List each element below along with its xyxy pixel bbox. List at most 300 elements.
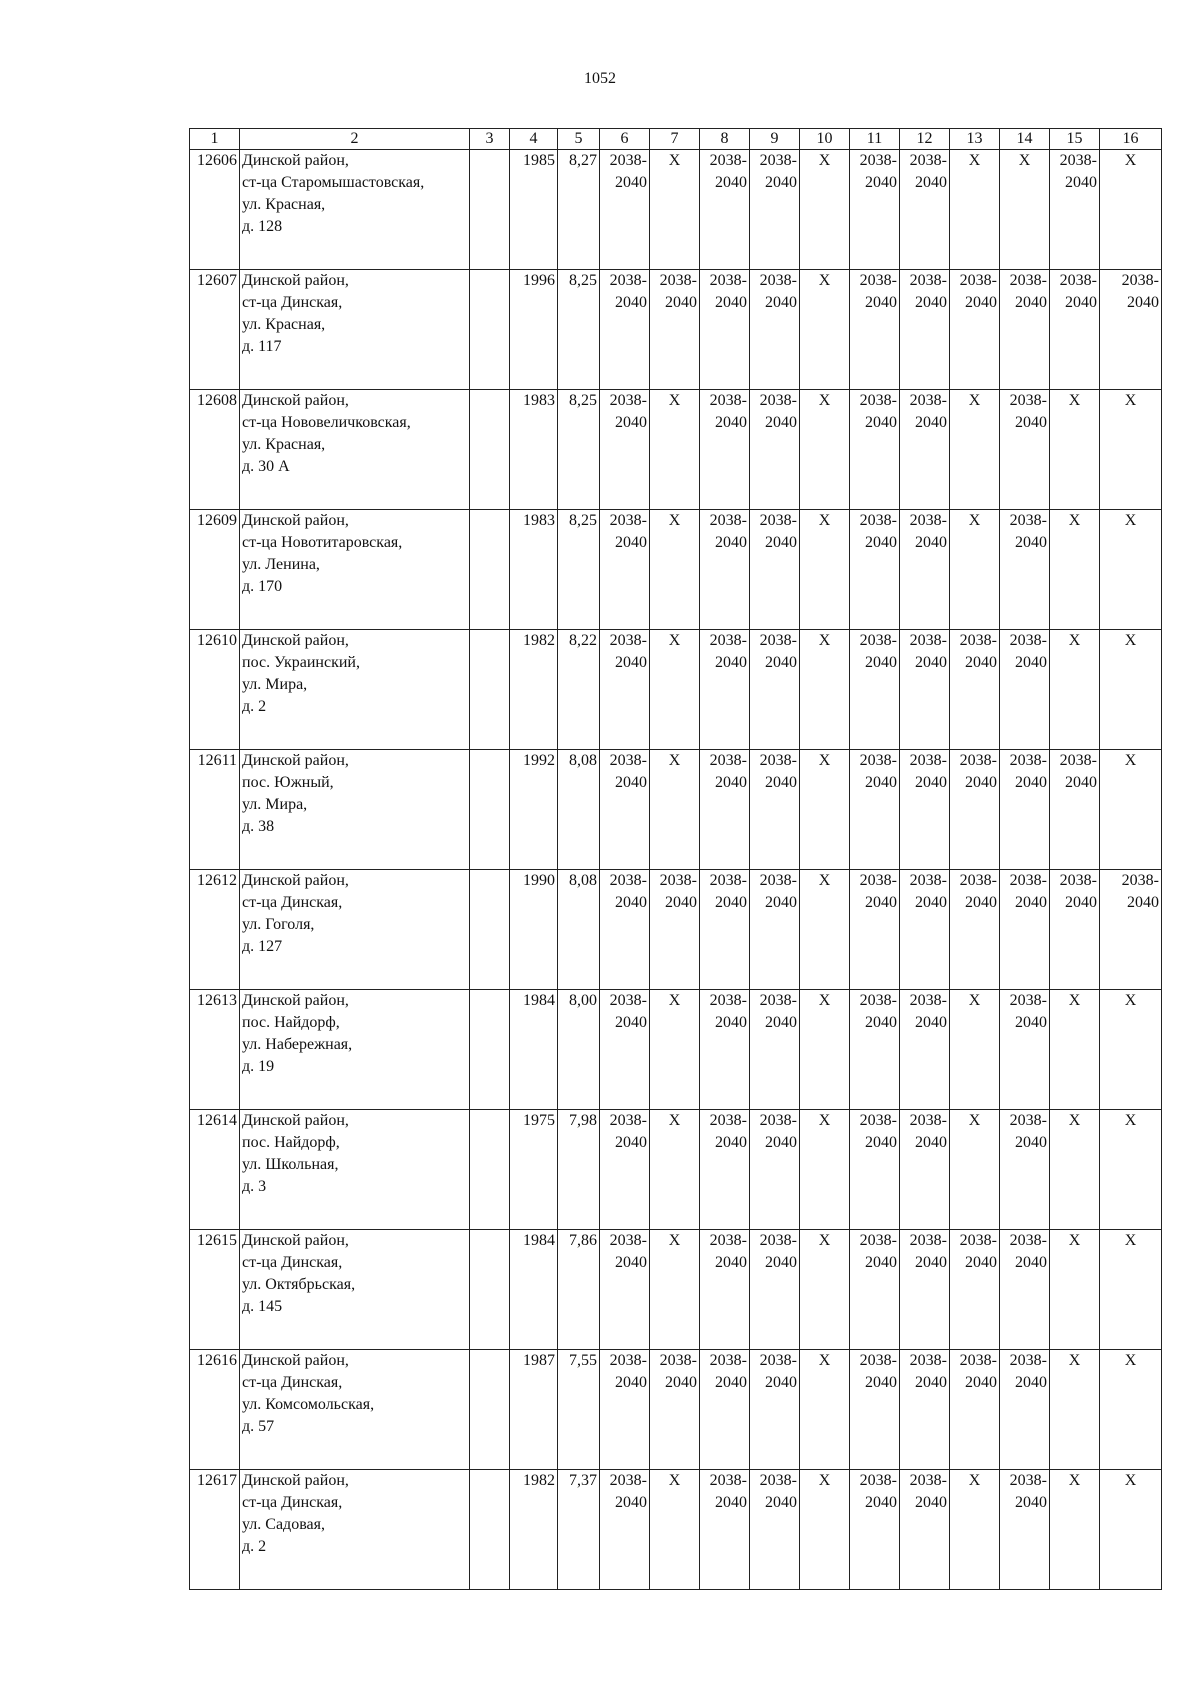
period-cell [1000,1110,1050,1230]
period-cell [950,870,1000,990]
value-cell: 8,25 [558,270,600,390]
period-start: 2038- [759,1352,797,1369]
year-cell: 1984 [510,990,558,1110]
period-cell [900,750,950,870]
period-end: 2040 [865,774,897,791]
column-header: 2 [240,129,470,150]
address-line: д. 30 А [242,458,290,475]
period-start: 2038- [759,872,797,889]
period-start: 2038- [609,1112,647,1129]
period-start: 2038- [709,272,747,289]
address-line: ул. Школьная, [242,1156,339,1173]
address-line: ст-ца Динская, [242,1374,343,1391]
period-end: 2040 [1127,894,1159,911]
period-start: 2038- [609,1352,647,1369]
address-line: ул. Октябрьская, [242,1276,356,1293]
period-end: 2040 [965,894,997,911]
period-end: 2040 [765,174,797,191]
period-start: 2038- [759,992,797,1009]
period-end: 2040 [1015,1494,1047,1511]
column-3-cell [470,270,510,390]
value-cell: 7,98 [558,1110,600,1230]
address-line: Динской район, [242,512,349,529]
address-cell [240,270,470,390]
x-mark-cell: X [800,1110,850,1230]
period-start: 2038- [1121,272,1159,289]
period-cell [600,390,650,510]
period-end: 2040 [1127,294,1159,311]
period-end: 2040 [715,534,747,551]
period-start: 2038- [859,992,897,1009]
period-end: 2040 [1015,534,1047,551]
x-mark-cell: X [800,390,850,510]
period-start: 2038- [909,1352,947,1369]
address-line: ст-ца Новотитаровская, [242,534,403,551]
period-end: 2040 [865,1374,897,1391]
value-cell: 8,25 [558,510,600,630]
address-cell [240,1350,470,1470]
address-line: Динской район, [242,752,349,769]
address-line: д. 127 [242,938,283,955]
period-end: 2040 [765,1494,797,1511]
period-start: 2038- [959,272,997,289]
period-cell [1000,750,1050,870]
year-cell: 1985 [510,150,558,270]
period-cell [750,1230,800,1350]
period-cell [850,750,900,870]
period-end: 2040 [1065,774,1097,791]
period-end: 2040 [715,294,747,311]
column-header: 11 [850,129,900,150]
column-header: 1 [190,129,240,150]
period-start: 2038- [759,632,797,649]
period-end: 2040 [715,894,747,911]
period-end: 2040 [915,294,947,311]
period-cell [850,990,900,1110]
address-line: Динской район, [242,1112,349,1129]
page-number: 1052 [584,70,616,87]
period-start: 2038- [1009,1112,1047,1129]
period-start: 2038- [859,1112,897,1129]
address-line: д. 2 [242,698,267,715]
period-end: 2040 [1015,654,1047,671]
table-row [190,1230,1162,1350]
period-end: 2040 [915,1254,947,1271]
period-end: 2040 [765,414,797,431]
period-start: 2038- [959,1232,997,1249]
period-cell [700,510,750,630]
x-mark-cell: X [1100,150,1162,270]
period-end: 2040 [765,294,797,311]
x-mark-cell: X [1050,990,1100,1110]
row-number: 12616 [190,1350,240,1470]
period-end: 2040 [715,1494,747,1511]
period-end: 2040 [865,1494,897,1511]
period-end: 2040 [915,1134,947,1151]
address-line: Динской район, [242,1232,349,1249]
x-mark-cell: X [800,990,850,1110]
x-mark-cell: X [650,150,700,270]
value-cell: 7,55 [558,1350,600,1470]
period-cell [1050,150,1100,270]
period-start: 2038- [609,152,647,169]
period-start: 2038- [609,872,647,889]
table-row [190,510,1162,630]
column-3-cell [470,1470,510,1590]
period-start: 2038- [659,272,697,289]
period-end: 2040 [1015,1134,1047,1151]
address-cell [240,150,470,270]
period-cell [1050,870,1100,990]
period-end: 2040 [1015,294,1047,311]
period-end: 2040 [665,294,697,311]
period-cell [600,150,650,270]
period-cell [1050,750,1100,870]
column-header: 10 [800,129,850,150]
x-mark-cell: X [800,870,850,990]
period-start: 2038- [1009,512,1047,529]
row-number: 12617 [190,1470,240,1590]
x-mark-cell: X [800,150,850,270]
period-cell [600,1110,650,1230]
period-end: 2040 [765,1134,797,1151]
period-start: 2038- [959,872,997,889]
x-mark-cell: X [950,1470,1000,1590]
period-start: 2038- [909,992,947,1009]
period-end: 2040 [715,774,747,791]
period-start: 2038- [909,872,947,889]
period-start: 2038- [609,1232,647,1249]
year-cell: 1992 [510,750,558,870]
year-cell: 1987 [510,1350,558,1470]
period-cell [750,390,800,510]
period-start: 2038- [909,272,947,289]
period-start: 2038- [609,752,647,769]
x-mark-cell: X [1050,1110,1100,1230]
period-cell [1000,270,1050,390]
period-end: 2040 [915,534,947,551]
period-end: 2040 [765,1014,797,1031]
row-number: 12611 [190,750,240,870]
row-number: 12613 [190,990,240,1110]
period-cell [950,1350,1000,1470]
address-line: д. 170 [242,578,283,595]
period-start: 2038- [709,512,747,529]
column-header: 7 [650,129,700,150]
period-cell [1100,270,1162,390]
period-start: 2038- [1059,752,1097,769]
address-line: д. 145 [242,1298,283,1315]
x-mark-cell: X [800,630,850,750]
period-end: 2040 [965,294,997,311]
period-start: 2038- [609,512,647,529]
period-cell [750,1110,800,1230]
period-cell [650,870,700,990]
period-cell [700,1350,750,1470]
period-end: 2040 [865,1254,897,1271]
period-end: 2040 [715,1014,747,1031]
period-end: 2040 [715,174,747,191]
column-3-cell [470,390,510,510]
address-line: Динской район, [242,632,349,649]
value-cell: 8,22 [558,630,600,750]
period-start: 2038- [909,1112,947,1129]
period-start: 2038- [859,872,897,889]
period-cell [1000,870,1050,990]
table-row [190,1470,1162,1590]
period-start: 2038- [759,1112,797,1129]
address-cell [240,750,470,870]
row-number: 12609 [190,510,240,630]
period-cell [850,1470,900,1590]
period-start: 2038- [909,752,947,769]
period-end: 2040 [865,294,897,311]
year-cell: 1990 [510,870,558,990]
address-cell [240,1110,470,1230]
period-end: 2040 [1015,414,1047,431]
period-end: 2040 [1015,1374,1047,1391]
period-cell [1000,990,1050,1110]
table-row [190,630,1162,750]
address-cell [240,1470,470,1590]
x-mark-cell: X [1000,150,1050,270]
period-end: 2040 [615,1254,647,1271]
period-cell [950,1230,1000,1350]
x-mark-cell: X [1050,510,1100,630]
period-end: 2040 [765,894,797,911]
column-3-cell [470,750,510,870]
period-start: 2038- [859,1352,897,1369]
period-start: 2038- [909,392,947,409]
x-mark-cell: X [950,390,1000,510]
column-header: 13 [950,129,1000,150]
period-end: 2040 [1015,1014,1047,1031]
period-cell [1000,1470,1050,1590]
address-line: Динской район, [242,992,349,1009]
x-mark-cell: X [800,1470,850,1590]
period-cell [750,270,800,390]
period-cell [1000,510,1050,630]
period-start: 2038- [609,632,647,649]
table-row [190,270,1162,390]
period-cell [900,1350,950,1470]
period-cell [850,1350,900,1470]
table-row [190,1350,1162,1470]
period-start: 2038- [859,1472,897,1489]
period-cell [700,1470,750,1590]
period-cell [600,630,650,750]
x-mark-cell: X [650,750,700,870]
address-cell [240,390,470,510]
address-line: ул. Мира, [242,676,308,693]
period-cell [600,990,650,1110]
table-row [190,1110,1162,1230]
period-end: 2040 [965,1374,997,1391]
column-header: 3 [470,129,510,150]
period-start: 2038- [709,632,747,649]
address-line: ул. Красная, [242,316,326,333]
period-start: 2038- [709,152,747,169]
value-cell: 7,86 [558,1230,600,1350]
x-mark-cell: X [650,510,700,630]
period-start: 2038- [909,1472,947,1489]
period-cell [900,870,950,990]
period-start: 2038- [709,752,747,769]
period-start: 2038- [1009,992,1047,1009]
period-end: 2040 [615,174,647,191]
x-mark-cell: X [650,630,700,750]
x-mark-cell: X [650,1230,700,1350]
period-start: 2038- [859,152,897,169]
x-mark-cell: X [1100,1110,1162,1230]
period-cell [950,630,1000,750]
x-mark-cell: X [800,1230,850,1350]
x-mark-cell: X [1100,1470,1162,1590]
period-cell [700,1230,750,1350]
period-cell [750,150,800,270]
period-end: 2040 [615,1374,647,1391]
period-end: 2040 [1065,174,1097,191]
row-number: 12607 [190,270,240,390]
period-cell [750,510,800,630]
period-cell [900,1230,950,1350]
period-cell [850,630,900,750]
period-end: 2040 [765,1374,797,1391]
period-end: 2040 [615,774,647,791]
period-start: 2038- [709,872,747,889]
address-line: Динской район, [242,152,349,169]
address-line: пос. Найдорф, [242,1134,340,1151]
table-body [190,150,1162,1590]
period-cell [750,990,800,1110]
period-cell [600,1470,650,1590]
period-cell [850,150,900,270]
x-mark-cell: X [1050,390,1100,510]
period-end: 2040 [1015,774,1047,791]
period-end: 2040 [915,1494,947,1511]
address-line: ул. Ленина, [242,556,320,573]
period-start: 2038- [859,392,897,409]
period-end: 2040 [765,774,797,791]
period-cell [750,750,800,870]
address-line: пос. Украинский, [242,654,360,671]
period-start: 2038- [959,752,997,769]
x-mark-cell: X [800,750,850,870]
period-end: 2040 [765,1254,797,1271]
year-cell: 1983 [510,510,558,630]
period-cell [750,1350,800,1470]
address-line: д. 3 [242,1178,267,1195]
period-end: 2040 [915,414,947,431]
period-cell [1000,1350,1050,1470]
x-mark-cell: X [1100,750,1162,870]
address-line: ул. Мира, [242,796,308,813]
row-number: 12614 [190,1110,240,1230]
x-mark-cell: X [800,510,850,630]
period-end: 2040 [865,1134,897,1151]
period-start: 2038- [759,392,797,409]
row-number: 12615 [190,1230,240,1350]
address-line: пос. Южный, [242,774,334,791]
period-start: 2038- [909,1232,947,1249]
period-start: 2038- [759,1472,797,1489]
period-start: 2038- [1009,632,1047,649]
period-start: 2038- [709,1472,747,1489]
column-3-cell [470,510,510,630]
period-start: 2038- [709,392,747,409]
x-mark-cell: X [1050,1230,1100,1350]
address-cell [240,630,470,750]
period-start: 2038- [1059,272,1097,289]
period-cell [600,750,650,870]
period-cell [600,1350,650,1470]
period-start: 2038- [1009,872,1047,889]
value-cell: 7,37 [558,1470,600,1590]
period-cell [850,270,900,390]
header-row [190,129,1162,150]
column-3-cell [470,1350,510,1470]
period-cell [900,510,950,630]
period-cell [900,1110,950,1230]
period-start: 2038- [609,1472,647,1489]
period-end: 2040 [1065,894,1097,911]
x-mark-cell: X [650,1470,700,1590]
column-header: 4 [510,129,558,150]
period-start: 2038- [1009,272,1047,289]
address-cell [240,510,470,630]
value-cell: 8,27 [558,150,600,270]
address-line: ст-ца Динская, [242,1254,343,1271]
table-row [190,390,1162,510]
period-end: 2040 [615,1014,647,1031]
column-header: 6 [600,129,650,150]
period-start: 2038- [709,1112,747,1129]
period-cell [1000,390,1050,510]
period-cell [950,750,1000,870]
period-end: 2040 [715,654,747,671]
period-cell [750,1470,800,1590]
period-end: 2040 [965,654,997,671]
period-cell [700,270,750,390]
x-mark-cell: X [1100,510,1162,630]
period-start: 2038- [759,272,797,289]
value-cell: 8,00 [558,990,600,1110]
period-cell [850,870,900,990]
period-cell [650,1350,700,1470]
period-end: 2040 [615,534,647,551]
period-cell [750,870,800,990]
period-cell [700,150,750,270]
table-row [190,870,1162,990]
period-start: 2038- [959,632,997,649]
column-header: 14 [1000,129,1050,150]
period-end: 2040 [915,1374,947,1391]
period-start: 2038- [1059,872,1097,889]
period-start: 2038- [759,1232,797,1249]
period-cell [600,870,650,990]
period-start: 2038- [859,752,897,769]
period-start: 2038- [609,392,647,409]
period-end: 2040 [915,654,947,671]
period-end: 2040 [865,654,897,671]
x-mark-cell: X [800,1350,850,1470]
row-number: 12610 [190,630,240,750]
period-start: 2038- [759,152,797,169]
column-header: 15 [1050,129,1100,150]
column-3-cell [470,150,510,270]
period-cell [1000,1230,1050,1350]
period-end: 2040 [865,894,897,911]
